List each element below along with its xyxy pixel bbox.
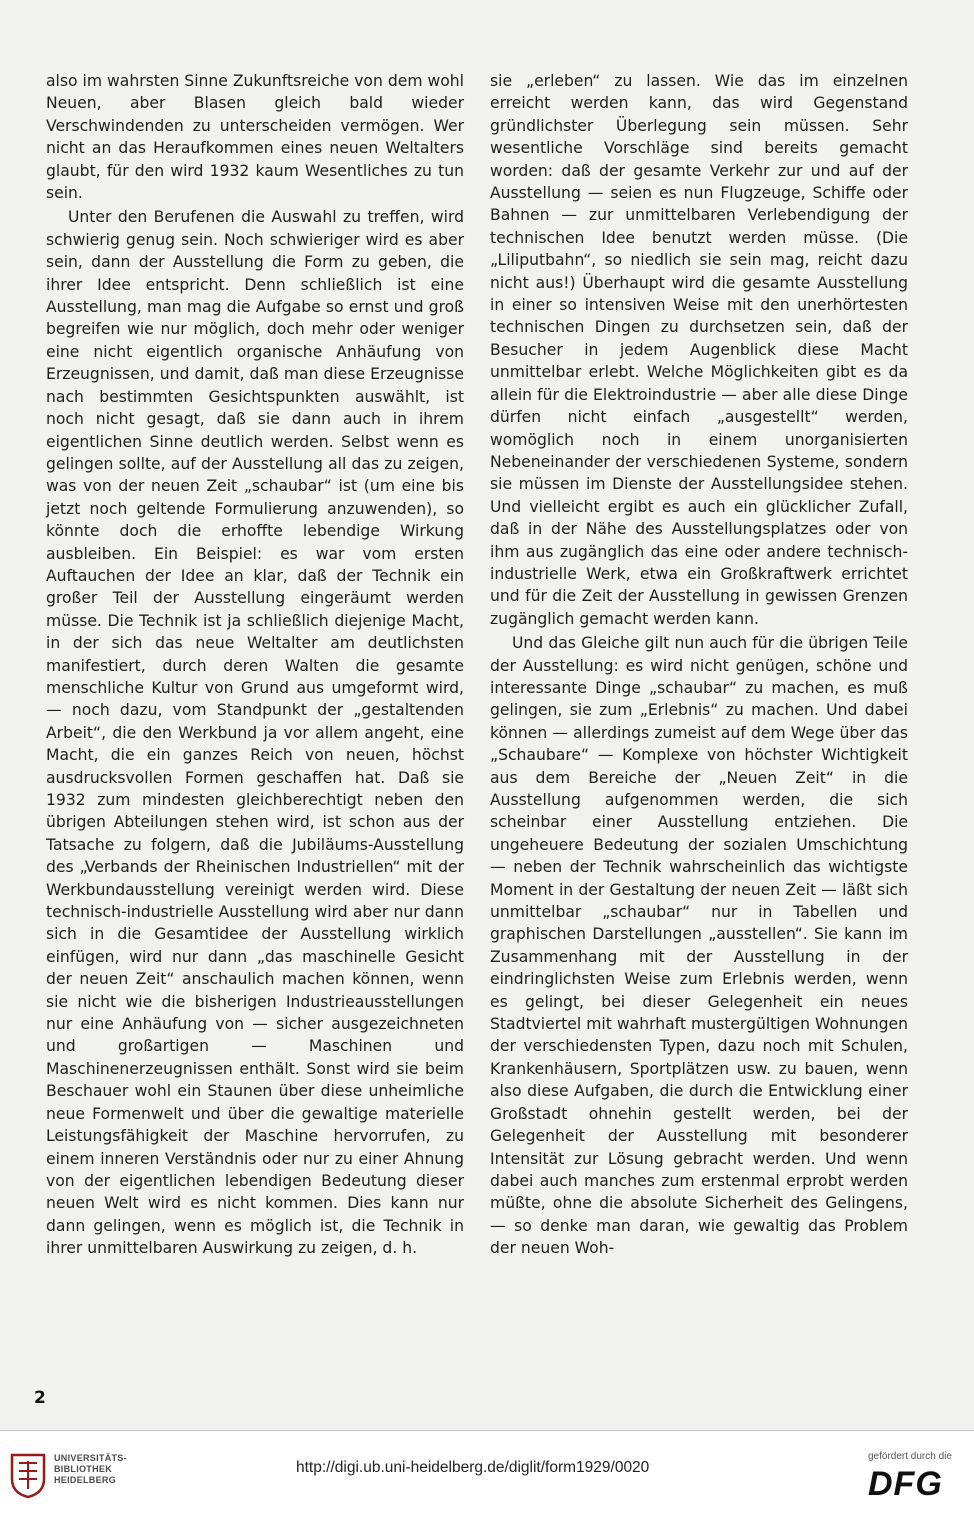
library-line: UNIVERSITÄTS- bbox=[54, 1453, 127, 1463]
dfg-logo[interactable]: DFG bbox=[868, 1465, 943, 1503]
library-logo-text[interactable] bbox=[54, 1453, 164, 1486]
left-paragraph-1: also im wahrsten Sinne Zukunftsreiche von dem wohl Neuen, aber Blasen gleich bald wieder Verschwindenden zu unterscheiden vermögen. Wer nicht an das Heraufkommen eines neuen Weltalters glaubt, für den wird 1932 kaum Wesentliches zu tun sein. bbox=[46, 72, 464, 203]
page-number: 2 bbox=[34, 1388, 46, 1408]
left-paragraph-2: Unter den Berufenen die Auswahl zu treffen, wird schwierig genug sein. Noch schwieriger wird es aber sein, dann der Ausstellung die Form zu geben, die ihrer Idee entspricht. Denn schließlich ist eine Ausstellung, man mag die Aufgabe so ernst und groß begreifen wie nur möglich, doch mehr oder weniger eine nicht eigentlich organische Anhäufung von Erzeugnissen, und damit, daß man diese Erzeugnisse nach bestimmten Gesichtspunkten auswählt, ist noch nicht gesagt, daß sie dann auch in ihrem eigentlichen Sinne deutlich werden. Selbst wenn es gelingen sollte, auf der Ausstellung all das zu zeigen, was von der neuen Zeit „schaubar“ ist (um eine bis jetzt noch geltende Formulierung anzuwenden), so könnte doch die erhoffte lebendige Wirkung ausbleiben. Ein Beispiel: es war vom ersten Auftauchen der Idee an klar, daß der Technik ein großer Teil der Ausstellung eingeräumt werden müsse. Die Technik ist ja schließlich diejenige Macht, in der sich das neue Weltalter am deutlichsten manifestiert, durch deren Walten die gesamte menschliche Kultur von Grund aus umgeformt wird, — noch dazu, vom Standpunkt der „gestaltenden Arbeit“, die den Werkbund ja vor allem angeht, eine Macht, die ein ganzes Reich von neuen, höchst ausdrucksvollen Formen geschaffen hat. Daß sie 1932 zum mindesten gleichberechtigt neben den übrigen Abteilungen stehen wird, ist schon aus der Tatsache zu folgern, daß die Jubiläums-Ausstellung des „Verbands der Rheinischen Industriellen“ mit der Werkbundausstellung vereinigt werden wird. Diese technisch-industrielle Ausstellung wird aber nur dann sich in die Gesamtidee der Ausstellung wirklich einfügen, wird nur dann „das maschinelle Gesicht der neuen Zeit“ anschaulich machen können, wenn sie nicht wie die bisherigen Industrieausstellungen nur eine Anhäufung von — sicher ausgezeichneten und großartigen — Maschinen und Maschinenerzeugnissen enthält. Sonst wird sie beim Beschauer wohl ein Staunen über diese unheimliche neue Formenwelt und über die gewaltige materielle Leistungsfähigkeit der Maschine hervorrufen, zu einem inneren Verständnis oder nur zu einer Ahnung von der eigentlichen lebendigen Bedeutung dieser neuen Welt wird es nicht kommen. Dies kann nur dann gelingen, wenn es möglich ist, die Technik in ihrer unmittelbaren Auswirkung zu zeigen, d. h. bbox=[46, 208, 464, 1258]
right-paragraph-2: Und das Gleiche gilt nun auch für die übrigen Teile der Ausstellung: es wird nicht genügen, schöne und interessante Dinge „schaubar“ zu machen, es muß gelingen, sie zum „Erlebnis“ zu machen. Und dabei können — allerdings zumeist auf dem Wege über das „Schaubare“ — Komplexe von höchster Wichtigkeit aus dem Bereiche der „Neuen Zeit“ in die Ausstellung aufgenommen werden, die sich scheinbar einer Ausstellung entziehen. Die ungeheuere Bedeutung der sozialen Umschichtung — neben der Technik wahrscheinlich das wichtigste Moment in der Gestaltung der neuen Zeit — läßt sich unmittelbar „schaubar“ nur in Tabellen und graphischen Darstellungen „ausstellen“. Sie kann im Zusammenhang mit der Ausstellung in der eindringlichsten Weise zum Erlebnis werden, wenn es gelingt, bei dieser Gelegenheit ein neues Stadtviertel mit wahrhaft mustergültigen Wohnungen der verschiedensten Typen, dazu noch mit Schulen, Krankenhäusern, Sportplätzen usw. zu bauen, wenn also diese Aufgaben, die durch die Entwicklung einer Großstadt ohnehin gestellt werden, bei der Gelegenheit der Ausstellung mit besonderer Intensität zur Lösung gebracht werden. Und wenn dabei auch manches zum erstenmal erprobt werden müßte, ohne die absolute Sicherheit des Gelingens, — so denke man daran, wie gewaltig das Problem der neuen Woh- bbox=[490, 634, 908, 1258]
right-column bbox=[490, 70, 908, 1260]
library-line: HEIDELBERG bbox=[54, 1475, 117, 1485]
left-column bbox=[46, 70, 464, 1260]
right-paragraph-1: sie „erleben“ zu lassen. Wie das im einzelnen erreicht werden kann, das wird Gegenstand gründlichster Überlegung sein müssen. Sehr wesentliche Vorschläge sind bereits gemacht worden: daß der gesamte Verkehr zur und auf der Ausstellung — seien es nun Flugzeuge, Schiffe oder Bahnen — zur unmittelbaren Verlebendigung der technischen Idee benutzt werden müsse. (Die „Liliputbahn“, so niedlich sie sein mag, reicht dazu nicht aus!) Überhaupt wird die gesamte Ausstellung in einer so intensiven Weise mit den unerhörtesten technischen Dingen zu durchsetzen sein, daß der Besucher in jedem Augenblick diese Macht unmittelbar erlebt. Welche Möglichkeiten gibt es da allein für die Elektroindustrie — aber alle diese Dinge dürfen nicht einfach „ausgestellt“ werden, womöglich noch in einem unorganisierten Nebeneinander der verschiedenen Systeme, sondern sie müssen im Dienste der Ausstellungsidee stehen. Und vielleicht ergibt es auch ein glücklicher Zufall, daß in der Nähe des Ausstellungsplatzes oder von ihm aus zugänglich das eine oder andere technisch-industrielle Werk, etwa ein Großkraftwerk errichtet und für die Zeit der Ausstellung in gewissen Grenzen zugänglich gemacht werden kann. bbox=[490, 72, 908, 628]
viewer-footer bbox=[0, 1430, 974, 1513]
library-line: BIBLIOTHEK bbox=[54, 1464, 112, 1474]
permalink-url[interactable]: http://digi.ub.uni-heidelberg.de/diglit/form1929/0020 bbox=[296, 1459, 650, 1476]
sponsor-caption: gefördert durch die bbox=[868, 1451, 952, 1462]
university-seal-icon bbox=[8, 1451, 48, 1499]
